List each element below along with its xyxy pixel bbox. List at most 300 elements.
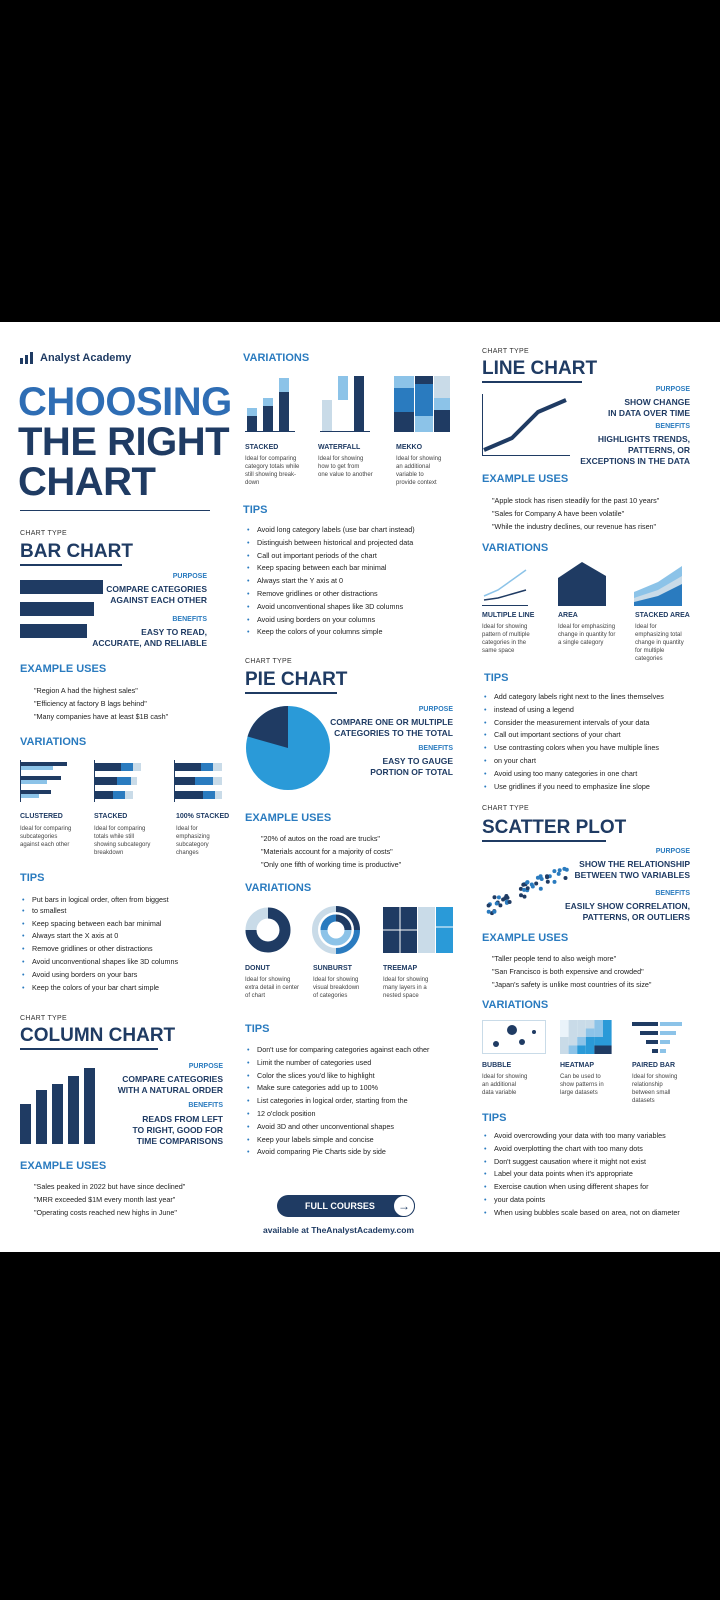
column-tips-heading: TIPS: [243, 504, 268, 516]
variation-name: TREEMAP: [383, 965, 418, 972]
brand: [20, 352, 131, 364]
heatmap-cell: [569, 1020, 578, 1029]
scatter-dot: [487, 910, 491, 914]
bar-purpose-line: COMPARE CATEGORIES: [106, 584, 207, 594]
scatter-dot: [504, 894, 508, 898]
scatter-benefits-line: EASILY SHOW CORRELATION,: [565, 901, 690, 911]
heatmap-cell: [586, 1029, 595, 1038]
bar-benefits-label: BENEFITS: [172, 616, 207, 623]
line-benefits-line: PATTERNS, OR: [627, 445, 690, 455]
bar-purpose-label: PURPOSE: [172, 573, 207, 580]
brand-name: Analyst Academy: [40, 352, 132, 364]
column-example-uses: [34, 1180, 185, 1219]
variation-desc-line: Ideal for showing: [396, 456, 442, 462]
variation-desc-line: Can be used to: [560, 1074, 601, 1080]
heatmap-cell: [560, 1037, 569, 1046]
title-line-3: CHART: [18, 460, 156, 504]
tip-item: • Always start the X axis at 0: [20, 930, 232, 943]
column-benefits-line: READS FROM LEFT: [142, 1114, 223, 1124]
scatter-dot: [519, 893, 523, 897]
variation-name: MEKKO: [396, 444, 423, 451]
example-quote: "Japan's safety is unlike most countries of its size": [492, 980, 652, 989]
bar-example-uses-heading: EXAMPLE USES: [20, 663, 107, 675]
variation-desc-line: categories: [635, 656, 663, 662]
column-left: [0, 322, 235, 1252]
variation-desc-line: Ideal for emphasizing: [558, 624, 616, 630]
variation-desc: [318, 455, 392, 479]
line-variations-heading: VARIATIONS: [482, 542, 549, 554]
variation-desc-line: provide context: [396, 480, 437, 486]
bar-variation-clustered: [20, 813, 90, 849]
bar-benefits: [92, 627, 207, 649]
tip-item: • Call out important sections of your chart: [482, 729, 716, 742]
tip-item: • Exercise caution when using different shapes for: [482, 1181, 718, 1194]
tip-item: • Call out important periods of the chart: [245, 550, 467, 563]
heatmap-cell: [586, 1037, 595, 1046]
pie-benefits-line: EASY TO GAUGE: [382, 756, 453, 766]
variation-desc-line: emphasizing total: [635, 632, 682, 638]
heatmap-cell: [577, 1029, 586, 1038]
bar-variation-stacked: [94, 813, 170, 857]
brand-logo-icon: [20, 352, 34, 364]
variation-desc: [632, 1073, 706, 1105]
variation-desc: [396, 455, 462, 487]
pie-purpose-line: COMPARE ONE OR MULTIPLE: [330, 717, 453, 727]
variation-desc-line: Ideal for showing: [383, 977, 429, 983]
column-benefits-line: TIME COMPARISONS: [136, 1136, 223, 1146]
column-variation-mekko: [396, 444, 462, 487]
scatter-purpose-line: BETWEEN TWO VARIABLES: [574, 870, 690, 880]
bar-variation-100-stacked: [176, 813, 234, 857]
variation-desc: [560, 1073, 630, 1097]
column-benefits: [132, 1114, 223, 1147]
column-right: [482, 322, 718, 1252]
scatter-variation-paired-bar: [632, 1062, 706, 1105]
scatter-purpose-label: PURPOSE: [655, 848, 690, 855]
variation-desc: [558, 623, 632, 647]
heatmap-cell: [603, 1037, 612, 1046]
variation-desc-line: against each other: [20, 842, 70, 848]
column-variation-stacked: [245, 444, 317, 487]
tip-item-continued: • on your chart: [482, 755, 716, 768]
scatter-example-uses-heading: EXAMPLE USES: [482, 932, 569, 944]
pie-benefits: [370, 756, 453, 778]
example-quote: "Materials account for a majority of costs": [261, 847, 393, 856]
tip-item: • Use gridlines if you need to emphasize line slope: [482, 781, 716, 794]
pie-example-uses-heading: EXAMPLE USES: [245, 812, 332, 824]
line-tips-list: [482, 691, 716, 793]
scatter-dot: [536, 876, 540, 880]
line-chart-underline: [482, 381, 582, 383]
variation-desc: [482, 1073, 556, 1097]
variation-desc-line: datasets: [632, 1098, 655, 1104]
variation-desc-line: for multiple: [635, 648, 665, 654]
pie-variations-heading: VARIATIONS: [245, 882, 312, 894]
variation-desc-line: Ideal for showing: [318, 456, 364, 462]
column-benefits-label: BENEFITS: [188, 1102, 223, 1109]
column-example-uses-heading: EXAMPLE USES: [20, 1160, 107, 1172]
paired-bar-icon: [632, 1020, 684, 1054]
multiple-line-icon: [482, 562, 528, 606]
variation-name: MULTIPLE LINE: [482, 612, 535, 619]
scatter-dot: [508, 900, 512, 904]
heatmap-cell: [577, 1020, 586, 1029]
line-chart-illustration: [482, 394, 570, 456]
tip-item: • Use contrasting colors when you have multiple lines: [482, 742, 716, 755]
variation-desc-line: same space: [482, 648, 515, 654]
variation-desc-line: subcategories: [20, 834, 58, 840]
heatmap-cell: [594, 1020, 603, 1029]
tip-item: • Don't suggest causation where it might not exist: [482, 1156, 718, 1169]
scatter-dot: [562, 867, 566, 871]
variation-desc: [245, 455, 317, 487]
line-example-uses: [492, 494, 659, 533]
scatter-tips-list: [482, 1130, 718, 1220]
stacked-column-icon: [245, 376, 295, 432]
example-quote: "Region A had the highest sales": [34, 686, 138, 695]
variation-desc-line: visual breakdown: [313, 985, 360, 991]
scatter-dot: [558, 868, 562, 872]
scatter-dot: [545, 875, 549, 879]
bar-example-uses: [34, 684, 168, 723]
pie-chart-type-label: CHART TYPE: [245, 658, 292, 665]
scatter-benefits: [565, 901, 690, 923]
line-chart-type-label: CHART TYPE: [482, 348, 529, 355]
example-quote: "San Francisco is both expensive and crowded": [492, 967, 644, 976]
tip-item: • Keep the colors of your bar chart simple: [20, 982, 232, 995]
line-purpose-label: PURPOSE: [655, 386, 690, 393]
column-variation-waterfall: [318, 444, 392, 479]
line-benefits-label: BENEFITS: [655, 423, 690, 430]
tip-item-continued: • your data points: [482, 1194, 718, 1207]
column-purpose-line: COMPARE CATEGORIES: [122, 1074, 223, 1084]
example-quote: "Sales for Company A have been volatile": [492, 509, 625, 518]
variation-desc-line: Ideal for showing: [632, 1074, 678, 1080]
line-tips-heading: TIPS: [484, 672, 509, 684]
tip-item: • Keep the colors of your columns simple: [245, 626, 467, 639]
tip-item: • Avoid using borders on your columns: [245, 614, 467, 627]
variation-desc-line: show patterns in: [560, 1082, 604, 1088]
tip-item: • Consider the measurement intervals of your data: [482, 717, 716, 730]
variation-desc-line: down: [245, 480, 260, 486]
tip-item: • Keep spacing between each bar minimal: [20, 918, 232, 931]
scatter-dot: [526, 886, 530, 890]
column-purpose: [118, 1074, 223, 1096]
tip-item: • Always start the Y axis at 0: [245, 575, 467, 588]
line-purpose-line: SHOW CHANGE: [624, 397, 690, 407]
scatter-variation-heatmap: [560, 1062, 630, 1097]
variation-desc-line: totals while still: [94, 834, 135, 840]
area-chart-icon: [558, 562, 606, 606]
variation-desc-line: subcategory: [176, 842, 209, 848]
example-quote: "Efficiency at factory B lags behind": [34, 699, 147, 708]
variation-name: STACKED AREA: [635, 612, 690, 619]
pie-chart-title: PIE CHART: [245, 669, 348, 690]
scatter-purpose: [574, 859, 690, 881]
variation-name: STACKED: [94, 813, 128, 820]
pie-chart-illustration: [245, 705, 331, 791]
tip-item: • List categories in logical order, starting from the: [245, 1095, 467, 1108]
bar-tips-heading: TIPS: [20, 872, 45, 884]
example-quote: "While the industry declines, our revenue has risen": [492, 522, 657, 531]
page-title: [18, 382, 232, 502]
variation-name: 100% STACKED: [176, 813, 230, 820]
stacked-area-icon: [634, 562, 682, 606]
tip-item-continued: • 12 o'clock position: [245, 1108, 467, 1121]
bar-purpose-line: AGAINST EACH OTHER: [110, 595, 207, 605]
example-quote: "Apple stock has risen steadily for the past 10 years": [492, 496, 660, 505]
line-variation-area: [558, 612, 632, 647]
variation-desc-line: variable to: [396, 472, 424, 478]
scatter-benefits-line: PATTERNS, OR OUTLIERS: [582, 912, 690, 922]
variation-desc-line: categories in the: [482, 640, 527, 646]
treemap-icon: [383, 907, 453, 953]
scatter-dot: [530, 883, 534, 887]
tip-item: • Limit the number of categories used: [245, 1057, 467, 1070]
scatter-dot: [487, 904, 491, 908]
heatmap-cell: [577, 1037, 586, 1046]
variation-desc: [20, 825, 90, 849]
column-chart-underline: [20, 1048, 158, 1050]
variation-desc-line: still showing break-: [245, 472, 297, 478]
scatter-dot: [498, 903, 502, 907]
tip-item: • Keep your labels simple and concise: [245, 1134, 467, 1147]
variation-name: CLUSTERED: [20, 813, 63, 820]
variation-desc: [245, 976, 313, 1000]
tip-item: • Avoid overcrowding your data with too many variables: [482, 1130, 718, 1143]
variation-name: PAIRED BAR: [632, 1062, 676, 1069]
column-tips-list: [245, 524, 467, 639]
bar-purpose: [106, 584, 207, 606]
tip-item: • Remove gridlines or other distractions: [245, 588, 467, 601]
line-benefits-line: HIGHLIGHTS TRENDS,: [597, 434, 690, 444]
variation-desc-line: of chart: [245, 993, 266, 999]
tip-item: • Avoid overplotting the chart with too many dots: [482, 1143, 718, 1156]
variation-desc-line: how to get from: [318, 464, 360, 470]
variation-desc-line: a single category: [558, 640, 604, 646]
tip-item: • Put bars in logical order, often from biggest: [20, 894, 232, 907]
example-quote: "Many companies have at least $1B cash": [34, 712, 169, 721]
100-percent-stacked-bar-icon: [174, 760, 224, 802]
heatmap-cell: [594, 1029, 603, 1038]
clustered-bar-icon: [20, 760, 70, 802]
variation-desc: [383, 976, 453, 1000]
example-quote: "Taller people tend to also weigh more": [492, 954, 617, 963]
column-middle: [243, 322, 468, 1252]
column-variations-heading: VARIATIONS: [243, 352, 310, 364]
heatmap-cell: [577, 1046, 586, 1055]
pie-benefits-label: BENEFITS: [418, 745, 453, 752]
example-quote: "Only one fifth of working time is productive": [261, 860, 402, 869]
scatter-plot-illustration: [484, 860, 572, 916]
variation-desc-line: Ideal for showing: [482, 624, 528, 630]
scatter-dot: [493, 895, 497, 899]
tip-item: • Avoid long category labels (use bar chart instead): [245, 524, 467, 537]
waterfall-icon: [320, 376, 370, 432]
variation-desc-line: many layers in a: [383, 985, 427, 991]
tip-item: • Don't use for comparing categories against each other: [245, 1044, 467, 1057]
column-chart-illustration: [20, 1068, 100, 1144]
scatter-chart-title: SCATTER PLOT: [482, 817, 627, 838]
full-courses-button[interactable]: [277, 1195, 415, 1217]
scatter-dot: [552, 869, 556, 873]
scatter-dot: [557, 872, 561, 876]
column-benefits-line: TO RIGHT, GOOD FOR: [132, 1125, 223, 1135]
bubble-chart-icon: [482, 1020, 546, 1054]
scatter-dot: [492, 910, 496, 914]
scatter-chart-underline: [482, 840, 606, 842]
variation-desc-line: showing subcategory: [94, 842, 151, 848]
variation-desc: [635, 623, 707, 663]
line-example-uses-heading: EXAMPLE USES: [482, 473, 569, 485]
variation-desc-line: of categories: [313, 993, 348, 999]
tip-item-continued: • to smallest: [20, 905, 232, 918]
line-chart-title: LINE CHART: [482, 358, 598, 379]
tip-item-continued: • instead of using a legend: [482, 704, 716, 717]
variation-name: AREA: [558, 612, 578, 619]
scatter-benefits-label: BENEFITS: [655, 890, 690, 897]
variation-desc-line: Ideal for comparing: [94, 826, 146, 832]
example-quote: "20% of autos on the road are trucks": [261, 834, 380, 843]
heatmap-cell: [569, 1029, 578, 1038]
heatmap-cell: [569, 1037, 578, 1046]
variation-desc-line: changes: [176, 850, 199, 856]
variation-name: BUBBLE: [482, 1062, 512, 1069]
scatter-variations-heading: VARIATIONS: [482, 999, 549, 1011]
scatter-dot: [497, 895, 501, 899]
bar-chart-title: BAR CHART: [20, 541, 133, 562]
tip-item: • Avoid comparing Pie Charts side by side: [245, 1146, 467, 1159]
variation-desc-line: extra detail in center: [245, 985, 300, 991]
column-purpose-label: PURPOSE: [188, 1063, 223, 1070]
pie-benefits-line: PORTION OF TOTAL: [370, 767, 453, 777]
variation-desc-line: Ideal for comparing: [20, 826, 72, 832]
variation-desc-line: Ideal for showing: [245, 977, 291, 983]
variation-desc: [313, 976, 381, 1000]
example-quote: "Operating costs reached new highs in June": [34, 1208, 177, 1217]
variation-name: SUNBURST: [313, 965, 352, 972]
pie-tips-list: [245, 1044, 467, 1159]
scatter-tips-heading: TIPS: [482, 1112, 507, 1124]
heatmap-cell: [603, 1029, 612, 1038]
variation-name: DONUT: [245, 965, 270, 972]
bar-tips-list: [20, 894, 232, 994]
scatter-dot: [534, 882, 538, 886]
line-purpose: [608, 397, 690, 419]
pie-example-uses: [261, 832, 401, 871]
heatmap-cell: [594, 1037, 603, 1046]
scatter-example-uses: [492, 952, 651, 991]
bar-benefits-line: ACCURATE, AND RELIABLE: [92, 638, 207, 648]
variation-desc-line: large datasets: [560, 1090, 598, 1096]
variation-desc: [94, 825, 170, 857]
pie-purpose: [330, 717, 453, 739]
line-variation-stacked-area: [635, 612, 707, 663]
variation-desc-line: emphasizing: [176, 834, 210, 840]
heatmap-cell: [594, 1046, 603, 1055]
arrow-right-icon: →: [393, 1195, 415, 1217]
donut-icon: [245, 907, 291, 953]
variation-desc-line: an additional: [396, 464, 431, 470]
stacked-bar-icon: [94, 760, 144, 802]
line-benefits-line: EXCEPTIONS IN THE DATA: [580, 456, 690, 466]
heatmap-cell: [569, 1046, 578, 1055]
tip-item: • Avoid unconventional shapes like 3D columns: [20, 956, 232, 969]
website-footer[interactable]: available at TheAnalystAcademy.com: [263, 1225, 415, 1235]
variation-name: WATERFALL: [318, 444, 361, 451]
heatmap-icon: [560, 1020, 612, 1054]
variation-desc-line: pattern of multiple: [482, 632, 530, 638]
tip-item: • Remove gridlines or other distractions: [20, 943, 232, 956]
example-quote: "MRR exceeded $1M every month last year": [34, 1195, 176, 1204]
scatter-variation-bubble: [482, 1062, 556, 1097]
title-divider: [20, 510, 210, 511]
tip-item: • When using bubbles scale based on area, not on diameter: [482, 1207, 718, 1220]
bar-chart-underline: [20, 564, 122, 566]
variation-desc-line: an additional: [482, 1082, 517, 1088]
tip-item: • Avoid unconventional shapes like 3D columns: [245, 601, 467, 614]
pie-purpose-label: PURPOSE: [418, 706, 453, 713]
example-quote: "Sales peaked in 2022 but have since declined": [34, 1182, 186, 1191]
variation-name: HEATMAP: [560, 1062, 595, 1069]
heatmap-cell: [586, 1046, 595, 1055]
heatmap-cell: [560, 1029, 569, 1038]
variation-desc-line: one value to another: [318, 472, 373, 478]
bar-chart-type-label: CHART TYPE: [20, 530, 67, 537]
variation-desc-line: Ideal for: [176, 826, 198, 832]
variation-desc-line: category totals while: [245, 464, 300, 470]
column-chart-title: COLUMN CHART: [20, 1025, 176, 1046]
pie-purpose-line: CATEGORIES TO THE TOTAL: [334, 728, 453, 738]
variation-name: STACKED: [245, 444, 279, 451]
scatter-chart-type-label: CHART TYPE: [482, 805, 529, 812]
pie-tips-heading: TIPS: [245, 1023, 270, 1035]
heatmap-cell: [560, 1046, 569, 1055]
tip-item: • Add category labels right next to the lines themselves: [482, 691, 716, 704]
column-purpose-line: WITH A NATURAL ORDER: [117, 1085, 223, 1095]
variation-desc-line: Ideal for showing: [482, 1074, 528, 1080]
scatter-dot: [546, 880, 550, 884]
tip-item: • Make sure categories add up to 100%: [245, 1082, 467, 1095]
variation-desc-line: Ideal for showing: [313, 977, 359, 983]
title-line-1: CHOOSING: [18, 380, 232, 424]
line-variation-multiple-line: [482, 612, 554, 655]
heatmap-cell: [586, 1020, 595, 1029]
line-purpose-line: IN DATA OVER TIME: [607, 408, 690, 418]
title-line-2: THE RIGHT: [18, 420, 230, 464]
variation-desc: [482, 623, 554, 655]
scatter-purpose-line: SHOW THE RELATIONSHIP: [579, 859, 690, 869]
variation-desc-line: nested space: [383, 993, 419, 999]
tip-item: • Label your data points when it's appropriate: [482, 1168, 718, 1181]
variation-desc-line: relationship: [632, 1082, 663, 1088]
scatter-dot: [525, 881, 529, 885]
bar-benefits-line: EASY TO READ,: [141, 627, 207, 637]
tip-item: • Keep spacing between each bar minimal: [245, 562, 467, 575]
tip-item: • Avoid using too many categories in one chart: [482, 768, 716, 781]
pie-variation-treemap: [383, 965, 453, 1000]
tip-item: • Color the slices you'd like to highlight: [245, 1070, 467, 1083]
infographic-sheet: [0, 322, 720, 1252]
scatter-dot: [564, 876, 568, 880]
sunburst-icon: [313, 907, 359, 953]
variation-desc-line: Ideal for: [635, 624, 657, 630]
heatmap-cell: [603, 1046, 612, 1055]
pie-variation-sunburst: [313, 965, 381, 1000]
variation-desc: [176, 825, 234, 857]
column-chart-type-label: CHART TYPE: [20, 1015, 67, 1022]
variation-desc-line: change in quantity for: [558, 632, 616, 638]
